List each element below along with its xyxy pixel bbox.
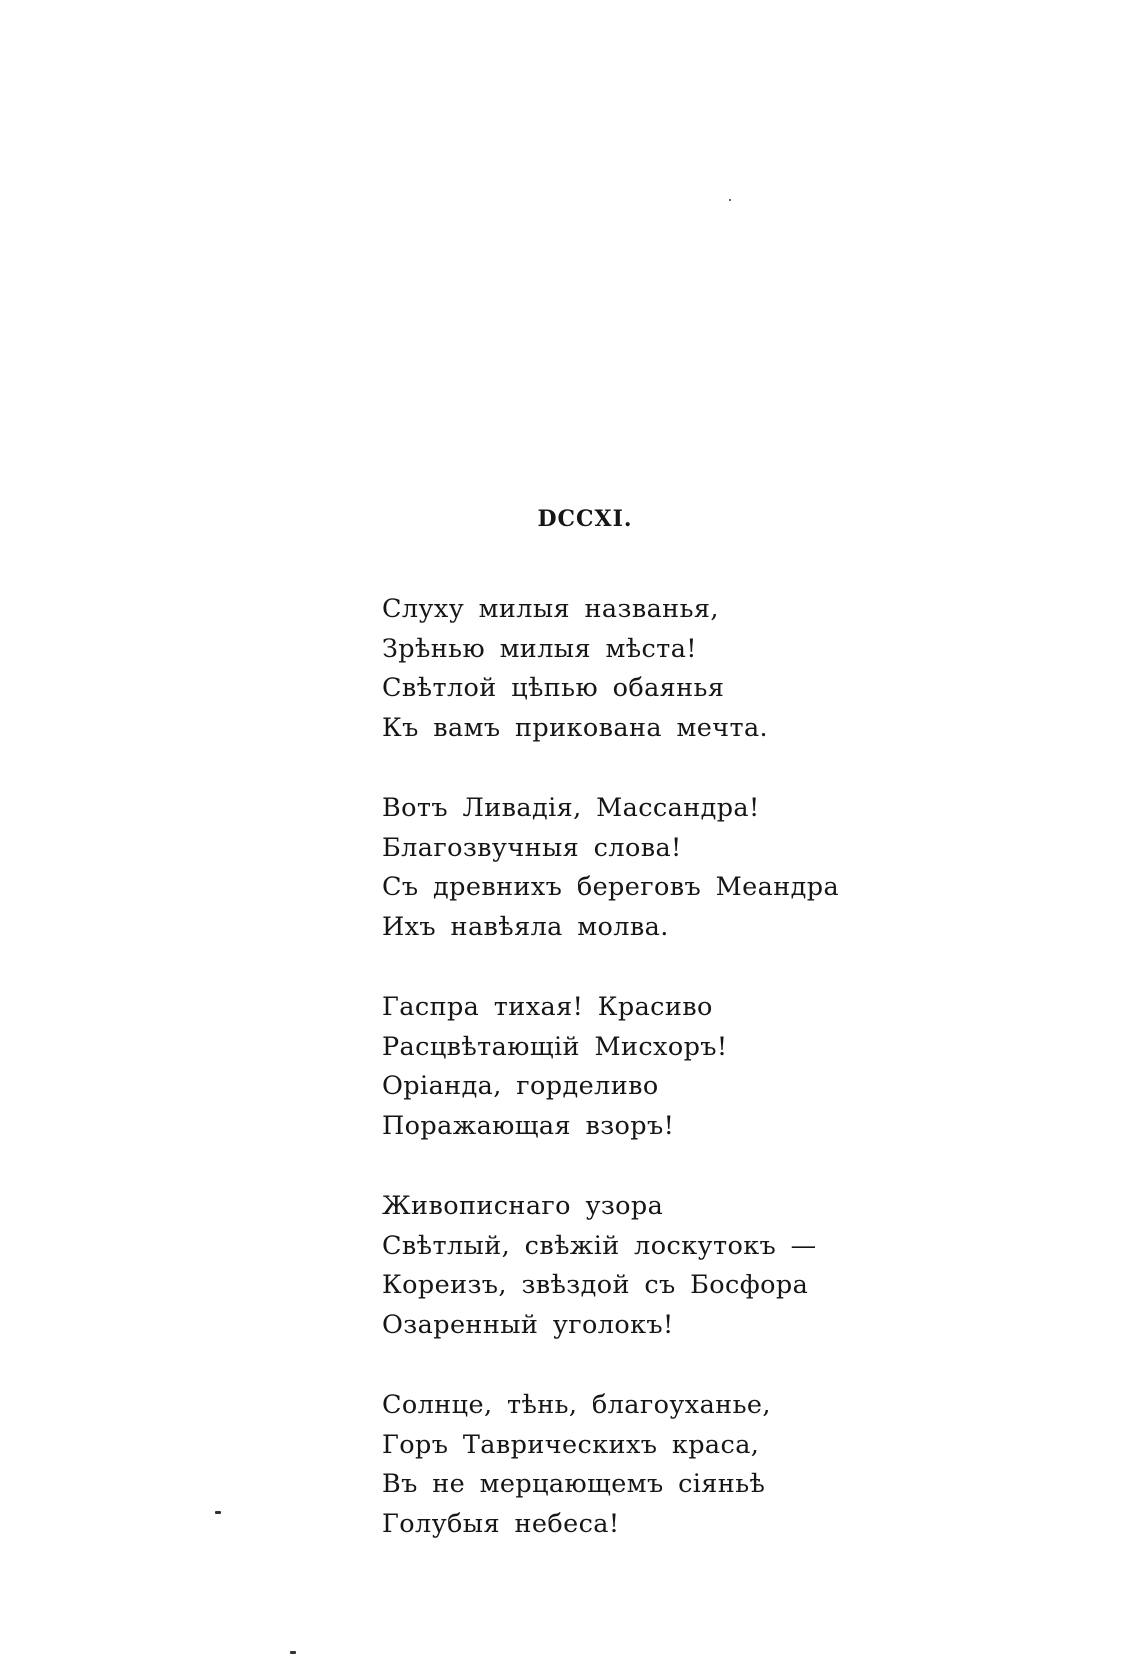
- poem-line: Свѣтлой цѣпью обаянья: [382, 673, 725, 703]
- stanza-2: [382, 789, 1082, 947]
- poem-line: Живописнаго узора: [382, 1191, 664, 1221]
- poem-body: [382, 590, 1082, 1585]
- poem-line: Оріанда, горделиво: [382, 1071, 659, 1101]
- poem-line: Гаспра тихая! Красиво: [382, 992, 713, 1022]
- poem-line: Съ древнихъ береговъ Меандра: [382, 872, 840, 902]
- poem-line: Въ не мерцающемъ сіяньѣ: [382, 1469, 766, 1499]
- print-speck: [290, 1651, 296, 1654]
- poem-line: Зрѣнью милыя мѣста!: [382, 633, 697, 664]
- poem-line: Вотъ Ливадія, Массандра!: [382, 793, 760, 823]
- poem-line: Ихъ навѣяла молва.: [382, 911, 669, 942]
- print-speck: [215, 1511, 221, 1514]
- poem-line: Кореизъ, звѣздой съ Босфора: [382, 1270, 809, 1300]
- poem-line: Озаренный уголокъ!: [382, 1309, 674, 1340]
- poem-line: Расцвѣтающій Мисхоръ!: [382, 1031, 728, 1062]
- print-speck: [729, 199, 731, 201]
- poem-number: DCCXI.: [537, 506, 633, 532]
- poem-line: Свѣтлый, свѣжій лоскутокъ —: [382, 1230, 817, 1261]
- poem-line: Поражающая взоръ!: [382, 1110, 675, 1141]
- poem-line: Горъ Таврическихъ краса,: [382, 1429, 760, 1460]
- stanza-5: [382, 1386, 1082, 1544]
- poem-line: Благозвучныя слова!: [382, 832, 682, 863]
- stanza-3: [382, 988, 1082, 1146]
- poem-line: Слуху милыя названья,: [382, 594, 719, 624]
- stanza-4: [382, 1187, 1082, 1345]
- poem-line: Голубыя небеса!: [382, 1508, 620, 1539]
- poem-line: Солнце, тѣнь, благоуханье,: [382, 1390, 771, 1420]
- poem-line: Къ вамъ прикована мечта.: [382, 712, 769, 743]
- stanza-1: [382, 590, 1082, 748]
